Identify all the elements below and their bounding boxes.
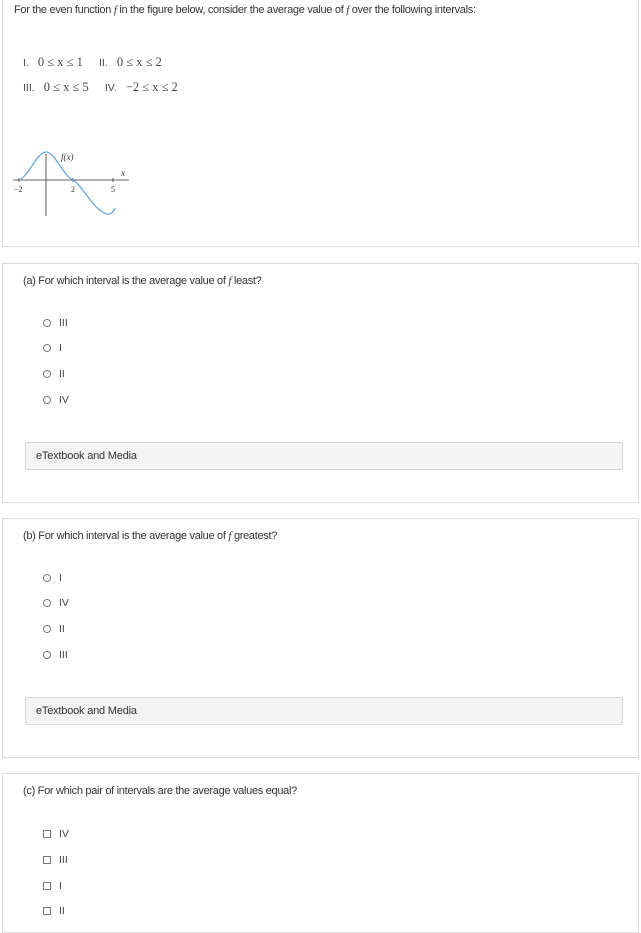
tick-label: 5 [111, 185, 115, 194]
interval-math: 0 ≤ x ≤ 1 [37, 55, 83, 69]
interval-math: −2 ≤ x ≤ 2 [125, 80, 178, 94]
interval-roman: I. [23, 57, 29, 69]
prompt-var: f [346, 4, 349, 16]
option-b-2[interactable] [43, 596, 69, 610]
axis-label-x: x [121, 168, 125, 178]
question-a-text [23, 275, 262, 287]
question-text: greatest? [233, 530, 278, 542]
question-var: f [228, 275, 232, 287]
radio-button[interactable] [43, 651, 51, 659]
checkbox[interactable] [43, 856, 51, 864]
checkbox[interactable] [43, 907, 51, 915]
interval-math: 0 ≤ x ≤ 2 [116, 55, 162, 69]
function-label: f(x) [61, 152, 74, 162]
option-b-4[interactable] [43, 648, 68, 662]
radio-button[interactable] [43, 625, 51, 633]
option-label: III [59, 854, 68, 866]
option-label: IV [59, 394, 69, 406]
option-c-3[interactable] [43, 879, 62, 893]
interval-roman: III. [23, 82, 35, 94]
intro-prompt [14, 4, 476, 16]
option-label: II [59, 368, 65, 380]
interval-row-1 [23, 55, 164, 70]
question-text: least? [233, 275, 262, 287]
option-label: I [59, 572, 62, 584]
option-label: II [59, 623, 65, 635]
etextbook-button-a[interactable]: eTextbook and Media [25, 442, 623, 470]
radio-button[interactable] [43, 574, 51, 582]
option-a-2[interactable] [43, 341, 62, 355]
option-a-4[interactable] [43, 393, 69, 407]
question-panel-a [2, 263, 639, 503]
option-b-3[interactable] [43, 622, 65, 636]
option-label: III [59, 649, 68, 661]
checkbox[interactable] [43, 882, 51, 890]
option-c-1[interactable] [43, 827, 69, 841]
question-panel-c [2, 773, 639, 933]
option-c-2[interactable] [43, 853, 68, 867]
interval-row-2 [23, 80, 180, 95]
question-text: (a) For which interval is the average value of [23, 275, 226, 287]
interval-math: 0 ≤ x ≤ 5 [43, 80, 89, 94]
interval-roman: IV. [104, 82, 117, 94]
option-label: IV [59, 597, 69, 609]
radio-button[interactable] [43, 344, 51, 352]
question-text: (b) For which interval is the average value of [23, 530, 226, 542]
option-a-1[interactable] [43, 316, 68, 330]
option-label: I [59, 342, 62, 354]
question-c-text: (c) For which pair of intervals are the average values equal? [23, 785, 297, 797]
option-a-3[interactable] [43, 367, 65, 381]
radio-button[interactable] [43, 396, 51, 404]
interval-roman: II. [99, 57, 108, 69]
radio-button[interactable] [43, 599, 51, 607]
prompt-text: in the figure below, consider the average value of [119, 4, 344, 16]
intro-panel [2, 0, 639, 247]
question-var: f [228, 530, 232, 542]
checkbox[interactable] [43, 830, 51, 838]
radio-button[interactable] [43, 370, 51, 378]
prompt-var: f [113, 4, 117, 16]
option-c-4[interactable] [43, 904, 65, 918]
tick-label: 2 [71, 185, 75, 194]
question-b-text [23, 530, 277, 542]
etextbook-button-b[interactable]: eTextbook and Media [25, 697, 623, 725]
option-label: IV [59, 828, 69, 840]
option-label: III [59, 317, 68, 329]
radio-button[interactable] [43, 319, 51, 327]
prompt-text: For the even function [14, 4, 112, 16]
function-graph [11, 148, 141, 218]
option-label: II [59, 905, 65, 917]
prompt-text: over the following intervals: [351, 4, 476, 16]
option-label: I [59, 880, 62, 892]
tick-label: −2 [14, 185, 23, 194]
option-b-1[interactable] [43, 571, 62, 585]
question-panel-b [2, 518, 639, 758]
